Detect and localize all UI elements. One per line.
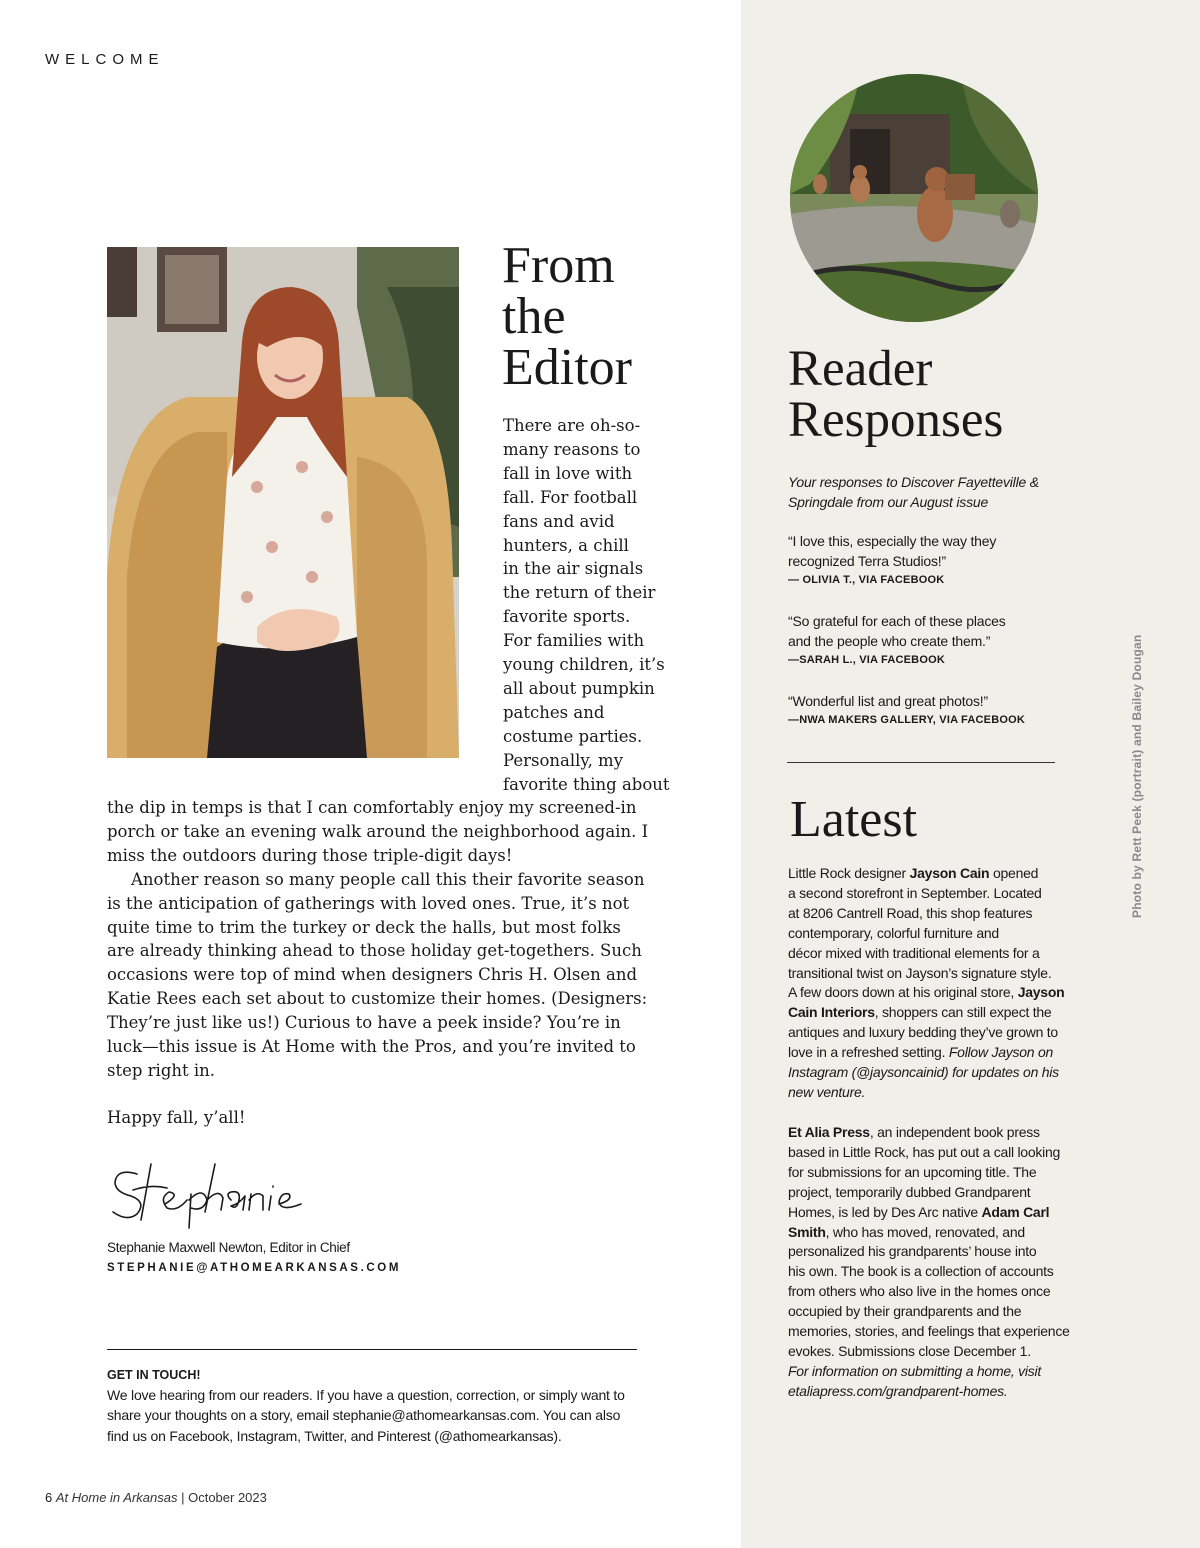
quote-attribution: —SARAH L., VIA FACEBOOK (788, 654, 945, 666)
text-line: in the air signals (503, 559, 644, 579)
text-line: the return of their (503, 583, 656, 603)
quote-line: and the people who create them.” (788, 633, 991, 649)
divider (107, 1349, 637, 1350)
editor-letter-wide (107, 796, 687, 1083)
text-line: new venture. (788, 1083, 866, 1100)
editor-email-link[interactable]: STEPHANIE@ATHOMEARKANSAS.COM (107, 1262, 402, 1274)
get-in-touch-heading: GET IN TOUCH! (107, 1368, 201, 1382)
text-line: personalized his grandparents’ house into (788, 1243, 1037, 1260)
title-line: Responses (788, 392, 1004, 448)
quote-attribution: —NWA MAKERS GALLERY, VIA FACEBOOK (788, 714, 1025, 726)
text-line: Personally, my (503, 750, 624, 770)
editor-letter-narrow (503, 414, 683, 797)
editor-portrait-photo (107, 247, 459, 758)
text-line: transitional twist on Jayson’s signature style. (788, 964, 1052, 981)
text-line: antiques and luxury bedding they’ve grown to (788, 1024, 1058, 1041)
text-line: a second storefront in September. Located (788, 884, 1042, 901)
magazine-name: At Home in Arkansas (55, 1490, 178, 1505)
photo-credit: Photo by Rett Peek (portrait) and Bailey Dougan (1130, 634, 1144, 918)
text-line: share your thoughts on a story, email stephanie@athomearkansas.com. You can also (107, 1407, 621, 1424)
text-line: find us on Facebook, Instagram, Twitter, and Pinterest (@athomearkansas). (107, 1427, 562, 1444)
text-line: Cain Interiors, shoppers can still expect the (788, 1004, 1052, 1021)
reader-quote (788, 611, 1006, 669)
quote-line: “So grateful for each of these places (788, 613, 1006, 629)
text-line: Homes, is led by Des Arc native Adam Carl (788, 1203, 1050, 1220)
text-line: occasions were top of mind when designers Chris H. Olsen and (107, 965, 638, 985)
text-line: Springdale from our August issue (788, 494, 989, 510)
text-line: contemporary, colorful furniture and (788, 924, 999, 941)
text-line: step right in. (107, 1060, 216, 1080)
text-line: décor mixed with traditional elements for a (788, 944, 1040, 961)
reader-responses-title (788, 341, 1004, 448)
text-line: love in a refreshed setting. Follow Jayson on (788, 1044, 1054, 1061)
garden-sculpture-photo (790, 74, 1038, 322)
text-line: patches and (503, 702, 605, 722)
text-line: fans and avid (503, 511, 615, 531)
text-line: favorite sports. (503, 607, 631, 627)
text-line: costume parties. (503, 726, 643, 746)
text-line: are already thinking ahead to those holiday get-togethers. Such (107, 941, 642, 961)
text-line: project, temporarily dubbed Grandparent (788, 1183, 1031, 1200)
text-line: fall. For football (503, 487, 638, 507)
submission-link[interactable]: etaliapress.com/grandparent-homes. (788, 1382, 1008, 1399)
text-line: quite time to trim the turkey or deck the halls, but most folks (107, 917, 621, 937)
editor-signature (107, 1160, 317, 1230)
text-line: his own. The book is a collection of accounts (788, 1263, 1054, 1280)
text-line: occupied by their grandparents and the (788, 1303, 1022, 1320)
text-line: A few doors down at his original store, Jayson (788, 984, 1065, 1001)
text-line: Et Alia Press, an independent book press (788, 1124, 1040, 1140)
text-line: There are oh-so- (503, 416, 641, 435)
text-line: young children, it’s (503, 655, 665, 675)
text-line: all about pumpkin (503, 678, 655, 698)
editor-name: Stephanie Maxwell Newton, Editor in Chief (107, 1240, 350, 1255)
editor-title-line: the (502, 288, 566, 345)
reader-responses-intro (788, 472, 1039, 512)
divider (787, 762, 1055, 763)
title-line: Reader (788, 341, 933, 397)
text-line: Another reason so many people call this their favorite season (131, 869, 645, 889)
text-line: the dip in temps is that I can comfortably enjoy my screened-in (107, 798, 637, 817)
text-line: evokes. Submissions close December 1. (788, 1342, 1031, 1359)
get-in-touch-body (107, 1385, 687, 1446)
issue-date: | October 2023 (181, 1490, 267, 1505)
text-line: They’re just like us!) Curious to have a peek inside? You’re in (107, 1013, 621, 1033)
page-footer (45, 1490, 267, 1505)
text-line: Little Rock designer Jayson Cain opened (788, 865, 1039, 881)
text-line: is the anticipation of gatherings with loved ones. True, it’s not (107, 893, 630, 913)
text-line: Your responses to Discover Fayetteville & (788, 474, 1039, 490)
editor-title (502, 237, 632, 396)
latest-paragraph-jayson-cain (788, 864, 1064, 1103)
reader-quote (788, 531, 996, 589)
latest-paragraph-et-alia-press (788, 1123, 1070, 1402)
editor-title-line: Editor (502, 339, 632, 396)
text-line: Katie Rees each set about to customize their homes. (Designers: (107, 989, 648, 1009)
editor-title-line: From (502, 237, 615, 294)
reader-quote (788, 691, 1025, 729)
text-line: For information on submitting a home, visit (788, 1362, 1042, 1379)
text-line: fall in love with (503, 463, 633, 483)
text-line: porch or take an evening walk around the neighborhood again. I (107, 821, 649, 841)
section-label: WELCOME (45, 51, 165, 68)
page-number: 6 (45, 1490, 53, 1505)
quote-line: “Wonderful list and great photos!” (788, 693, 988, 709)
text-line: Smith, who has moved, renovated, and (788, 1223, 1025, 1240)
text-line: at 8206 Cantrell Road, this shop features (788, 904, 1033, 921)
latest-title: Latest (790, 791, 918, 848)
text-line: memories, stories, and feelings that experience (788, 1323, 1070, 1340)
text-line: For families with (503, 631, 645, 651)
text-line: for submissions for an upcoming title. The (788, 1163, 1037, 1180)
text-line: hunters, a chill (503, 535, 629, 555)
quote-attribution: — OLIVIA T., VIA FACEBOOK (788, 574, 945, 586)
text-line: miss the outdoors during those triple-digit days! (107, 845, 513, 865)
text-line: favorite thing about (503, 774, 670, 794)
text-line: many reasons to (503, 439, 641, 459)
text-line: based in Little Rock, has put out a call looking (788, 1143, 1061, 1160)
closing-line: Happy fall, y’all! (107, 1108, 246, 1127)
text-line: luck—this issue is At Home with the Pros, and you’re invited to (107, 1037, 636, 1057)
quote-line: “I love this, especially the way they (788, 533, 997, 549)
text-line: We love hearing from our readers. If you have a question, correction, or simply want to (107, 1387, 625, 1403)
text-line: Instagram (@jaysoncainid) for updates on his (788, 1064, 1059, 1081)
text-line: from others who also live in the homes once (788, 1283, 1051, 1300)
quote-line: recognized Terra Studios!” (788, 553, 946, 569)
